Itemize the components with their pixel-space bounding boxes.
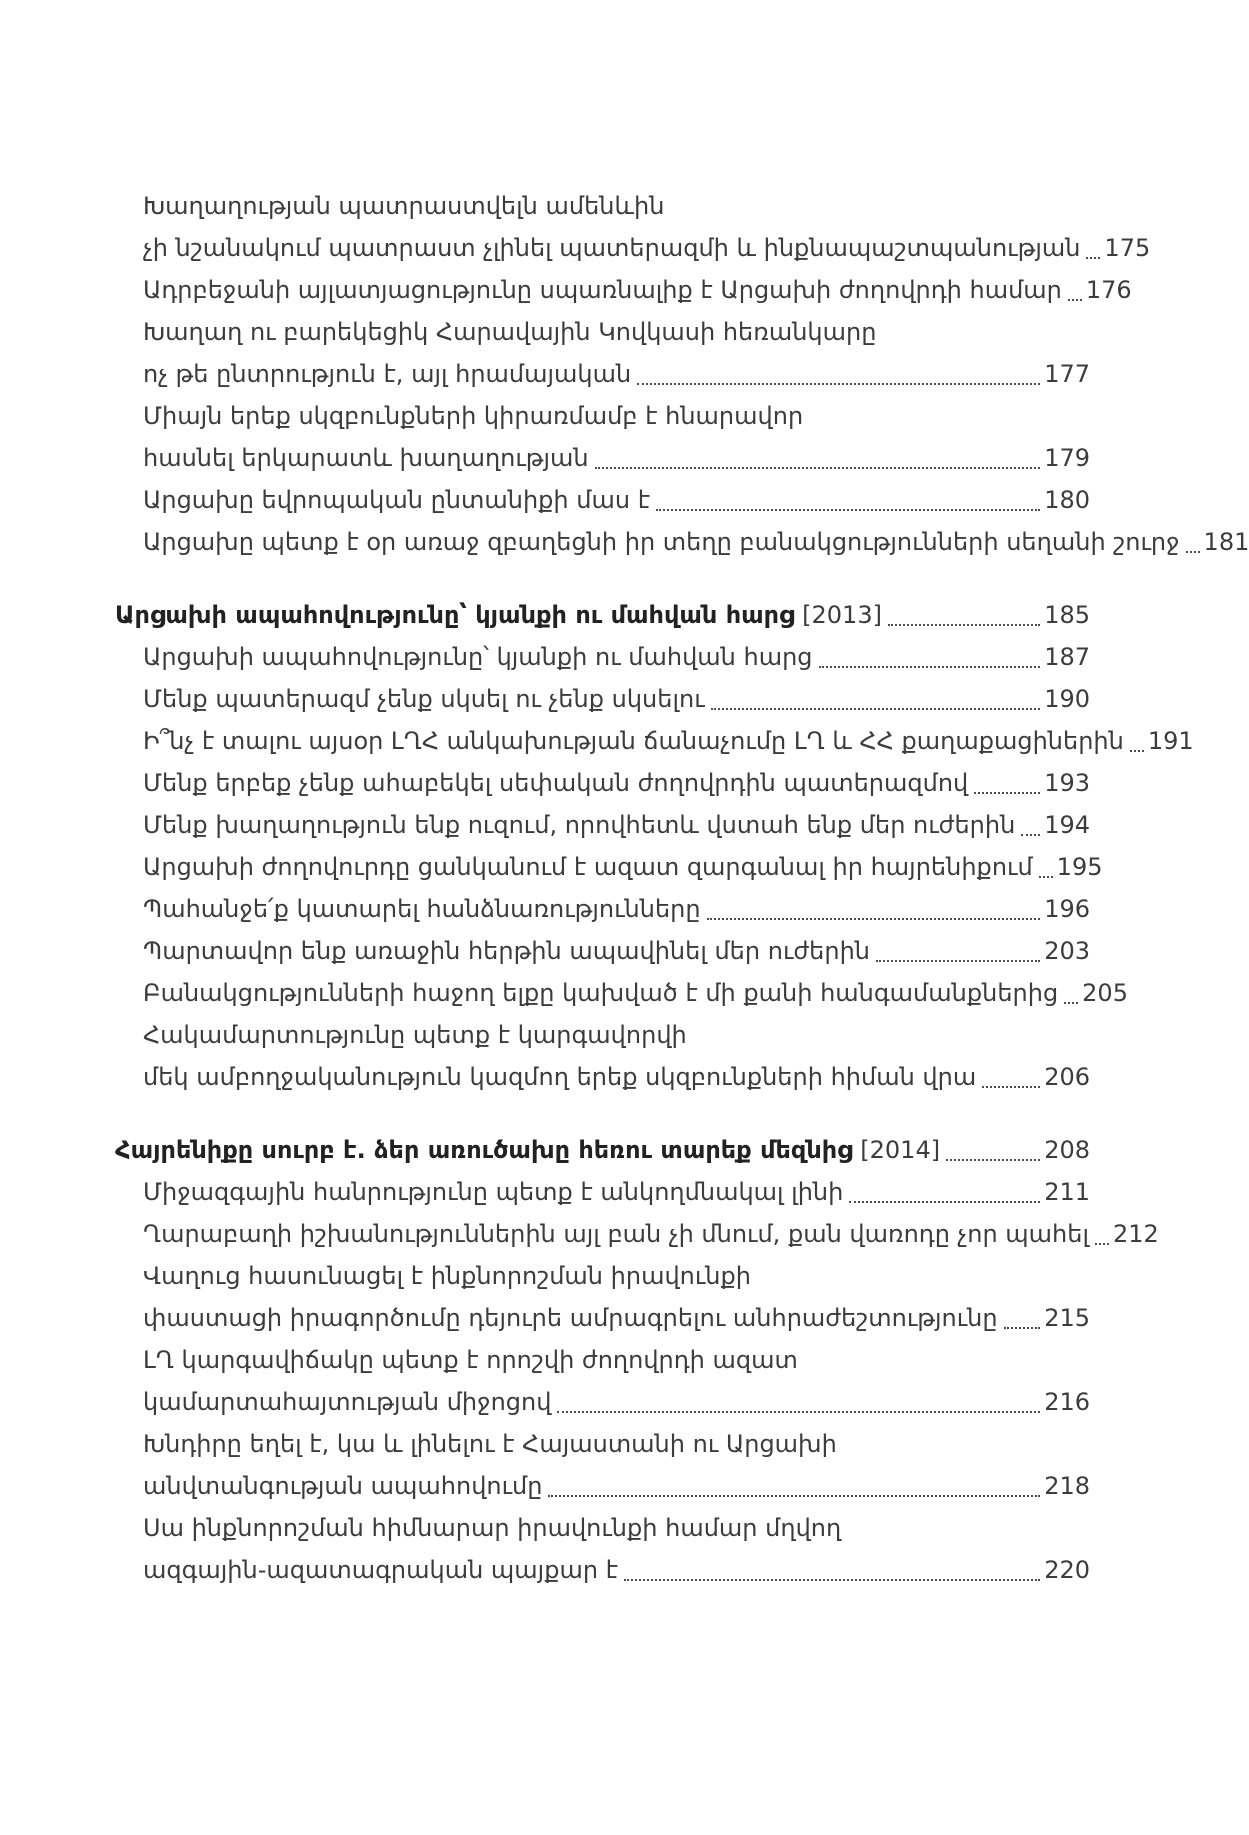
toc-entry-text: հասնել երկարատև խաղաղության: [143, 444, 589, 472]
toc-page-number: 185: [1044, 601, 1090, 629]
dot-leader: [595, 437, 1041, 469]
toc-entry-text: փաստացի իրագործումը դեյուրե ամրագրելու անհրաժեշտությունը: [143, 1304, 998, 1332]
dot-leader: [624, 1549, 1040, 1581]
toc-entry-text: Պարտավոր ենք առաջին հերթին ապավինել մեր ուժերին: [143, 937, 870, 965]
toc-entry: [143, 1423, 1090, 1507]
toc-page-number: 175: [1104, 234, 1151, 262]
section-year: [2014]: [860, 1136, 941, 1164]
toc-entry: [143, 311, 1090, 395]
toc-section-heading: [115, 594, 1090, 636]
toc-entry-text: կամարտահայտության միջոցով: [143, 1388, 552, 1416]
dot-leader: [982, 1056, 1040, 1088]
toc-entry-text: անվտանգության ապահովումը: [143, 1472, 543, 1500]
section-title: Արցախի ապահովությունը՝ կյանքի ու մահվան հարց: [115, 601, 795, 629]
toc-page-number: 215: [1044, 1304, 1090, 1332]
toc-page-number: 180: [1044, 486, 1090, 514]
dot-leader: [1004, 1297, 1041, 1329]
toc-page-number: 187: [1044, 643, 1090, 671]
toc-entry: [143, 762, 1090, 804]
dot-leader: [974, 762, 1040, 794]
toc-entry: [143, 1213, 1159, 1255]
toc-entry: [143, 1339, 1090, 1423]
toc-entry-text: ԼՂ կարգավիճակը պետք է որոշվի ժողովրդի ազատ: [143, 1346, 798, 1374]
dot-leader: [1095, 1213, 1109, 1245]
toc-entry-text: Ադրբեջանի այլատյացությունը սպառնալիք է Արցախի ժողովրդի համար: [143, 276, 1062, 304]
toc-entry-text: մեկ ամբողջականություն կազմող երեք սկզբունքների հիման վրա: [143, 1063, 977, 1091]
dot-leader: [557, 1381, 1040, 1413]
toc-entry-text: Մենք պատերազմ չենք սկսել ու չենք սկսելու: [143, 685, 705, 713]
toc-page-number: 196: [1044, 895, 1090, 923]
toc-entry-text: Խաղաղության պատրաստվելն ամենևին: [143, 192, 665, 220]
dot-leader: [1064, 972, 1078, 1004]
toc-page-number: 179: [1044, 444, 1090, 472]
toc-entry-text: Միայն երեք սկզբունքների կիրառմամբ է հնարավոր: [143, 402, 804, 430]
toc-entry-text: Խնդիրը եղել է, կա և լինելու է Հայաստանի ու Արցախի: [143, 1430, 837, 1458]
toc-entry: [143, 1507, 1090, 1591]
toc-entry-text: Մենք խաղաղություն ենք ուզում, որովհետև վստահ ենք մեր ուժերին: [143, 811, 1016, 839]
toc-section-heading: [115, 1129, 1090, 1171]
toc-entry-text: Սա ինքնորոշման հիմնարար իրավունքի համար մղվող: [143, 1514, 842, 1542]
dot-leader: [656, 479, 1040, 511]
toc-entry-text: Մենք երբեք չենք ահաբեկել սեփական ժողովրդին պատերազմով: [143, 769, 969, 797]
dot-leader: [637, 353, 1040, 385]
toc-entry: [143, 636, 1090, 678]
toc-entry: [143, 1014, 1090, 1098]
toc-entry: [143, 972, 1128, 1014]
section-heading-text: [115, 594, 882, 636]
toc-entry-text: Վաղուց հասունացել է ինքնորոշման իրավունքի: [143, 1262, 751, 1290]
section-year: [2013]: [802, 601, 882, 629]
dot-leader: [711, 678, 1041, 710]
toc-page-number: 177: [1044, 360, 1090, 388]
section-heading-text: [115, 1129, 940, 1171]
toc-entry-text: Խաղաղ ու բարեկեցիկ Հարավային Կովկասի հեռանկարը: [143, 318, 877, 346]
toc-page-number: 203: [1044, 937, 1090, 965]
toc-page-number: 195: [1056, 853, 1103, 881]
toc-page-number: 218: [1044, 1472, 1090, 1500]
toc-entry-text: Հակամարտությունը պետք է կարգավորվի: [143, 1021, 687, 1049]
toc-entry-text: ոչ թե ընտրություն է, այլ հրամայական: [143, 360, 632, 388]
toc-entry: [143, 930, 1090, 972]
section-title: Հայրենիքը սուրբ է. ձեր առուծախը հեռու տարեք մեզնից: [115, 1136, 853, 1164]
dot-leader: [819, 636, 1041, 668]
toc-entry-text: Պահանջե՛ք կատարել հանձնառությունները: [143, 895, 701, 923]
toc-entry: [143, 395, 1090, 479]
toc-page-number: 193: [1044, 769, 1090, 797]
toc-page-number: 208: [1044, 1136, 1090, 1164]
toc-entry-text: Ղարաբաղի իշխանություններին այլ բան չի մնում, քան վառոդը չոր պահել: [143, 1220, 1089, 1248]
toc-entry-text: Ի՞նչ է տալու այսօր ԼՂՀ անկախության ճանաչումը ԼՂ և ՀՀ քաղաքացիներին: [143, 727, 1124, 755]
toc-entry: [143, 521, 1249, 563]
dot-leader: [707, 888, 1041, 920]
dot-leader: [548, 1465, 1040, 1497]
toc-entry: [143, 269, 1132, 311]
toc-page-number: 216: [1044, 1388, 1090, 1416]
dot-leader: [1021, 804, 1040, 836]
toc-page-number: 176: [1085, 276, 1132, 304]
toc-entry: [143, 479, 1090, 521]
toc-page-number: 205: [1082, 979, 1128, 1007]
toc-entry: [143, 804, 1090, 846]
toc-entry: [143, 888, 1090, 930]
toc-entry-text: Միջազգային հանրությունը պետք է անկողմնակալ լինի: [143, 1178, 844, 1206]
toc-page-number: 206: [1044, 1063, 1090, 1091]
dot-leader: [888, 594, 1040, 626]
toc-page-number: 190: [1044, 685, 1090, 713]
dot-leader: [1039, 846, 1053, 878]
toc-entry: [143, 678, 1090, 720]
dot-leader: [1068, 269, 1082, 301]
toc-entry: [143, 720, 1194, 762]
dot-leader: [849, 1171, 1040, 1203]
toc-entry-text: ազգային-ազատագրական պայքար է: [143, 1556, 619, 1584]
toc-page-number: 211: [1044, 1178, 1090, 1206]
toc-entry: [143, 185, 1151, 269]
toc-entry-text: Արցախը պետք է օր առաջ զբաղեցնի իր տեղը բանակցությունների սեղանի շուրջ: [143, 528, 1180, 556]
toc-entry-text: Արցախի ապահովությունը՝ կյանքի ու մահվան հարց: [143, 643, 813, 671]
toc-entry: [143, 846, 1103, 888]
toc-page-number: 194: [1044, 811, 1090, 839]
dot-leader: [1086, 227, 1100, 259]
toc-entry-text: Արցախի ժողովուրդը ցանկանում է ազատ զարգանալ իր հայրենիքում: [143, 853, 1033, 881]
toc-page-number: 181: [1203, 528, 1249, 556]
toc-entry-text: Բանակցությունների հաջող ելքը կախված է մի քանի հանգամանքներից: [143, 979, 1059, 1007]
toc-entry-text: չի նշանակում պատրաստ չլինել պատերազմի և ինքնապաշտպանության: [143, 234, 1081, 262]
toc-page-number: 212: [1113, 1220, 1159, 1248]
toc-entry-text: Արցախը եվրոպական ընտանիքի մաս է: [143, 486, 651, 514]
dot-leader: [946, 1129, 1040, 1161]
toc-page-number: 191: [1147, 727, 1194, 755]
toc-entry: [143, 1255, 1090, 1339]
dot-leader: [1186, 521, 1200, 553]
toc-entry: [143, 1171, 1090, 1213]
dot-leader: [876, 930, 1040, 962]
dot-leader: [1130, 720, 1144, 752]
toc-page-number: 220: [1044, 1556, 1090, 1584]
